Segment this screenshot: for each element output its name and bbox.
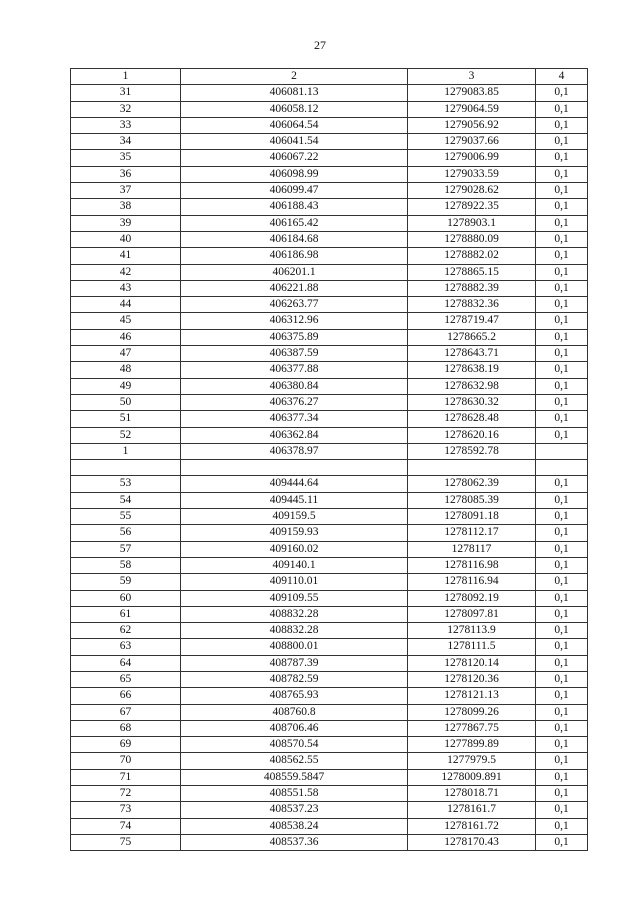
- table-cell: 406067.22: [181, 150, 408, 166]
- table-cell: 406098.99: [181, 166, 408, 182]
- table-cell: 68: [71, 720, 181, 736]
- table-row: [71, 297, 588, 313]
- table-cell: 0,1: [536, 427, 588, 443]
- table-row: [71, 557, 588, 573]
- table-cell: 1278111.5: [408, 639, 536, 655]
- table-row: [71, 346, 588, 362]
- table-cell: 0,1: [536, 655, 588, 671]
- table-row: [71, 199, 588, 215]
- table-row: [71, 183, 588, 199]
- table-cell: 406186.98: [181, 248, 408, 264]
- table-cell: 0,1: [536, 166, 588, 182]
- table-cell: 406387.59: [181, 346, 408, 362]
- table-cell: 70: [71, 753, 181, 769]
- table-row: [71, 362, 588, 378]
- table-cell: 1278592.78: [408, 443, 536, 459]
- table-cell: 0,1: [536, 362, 588, 378]
- column-header: 2: [181, 69, 408, 85]
- table-cell: [536, 460, 588, 476]
- table-cell: 406263.77: [181, 297, 408, 313]
- table-cell: 1279064.59: [408, 101, 536, 117]
- table-cell: 43: [71, 280, 181, 296]
- table-row: [71, 623, 588, 639]
- table-cell: 1278620.16: [408, 427, 536, 443]
- table-cell: 45: [71, 313, 181, 329]
- table-cell: 406058.12: [181, 101, 408, 117]
- table-cell: 409140.1: [181, 557, 408, 573]
- table-cell: 0,1: [536, 639, 588, 655]
- table-cell: 0,1: [536, 541, 588, 557]
- table-cell: 0,1: [536, 394, 588, 410]
- table-cell: 1278170.43: [408, 834, 536, 850]
- table-cell: 1278120.14: [408, 655, 536, 671]
- table-cell: 1278630.32: [408, 394, 536, 410]
- table-cell: 406377.34: [181, 411, 408, 427]
- table-cell: 55: [71, 509, 181, 525]
- table-cell: 52: [71, 427, 181, 443]
- table-cell: 1278091.18: [408, 509, 536, 525]
- table-row: [71, 460, 588, 476]
- table-cell: 1278062.39: [408, 476, 536, 492]
- table-cell: 33: [71, 117, 181, 133]
- table-cell: 41: [71, 248, 181, 264]
- table-cell: 406041.54: [181, 134, 408, 150]
- table-cell: 409159.5: [181, 509, 408, 525]
- table-cell: 408706.46: [181, 720, 408, 736]
- table-row: [71, 786, 588, 802]
- table-cell: 1278628.48: [408, 411, 536, 427]
- table-row: [71, 427, 588, 443]
- table-body: [71, 85, 588, 851]
- table-row: [71, 280, 588, 296]
- table-cell: 58: [71, 557, 181, 573]
- table-cell: 1278120.36: [408, 671, 536, 687]
- table-cell: 409110.01: [181, 574, 408, 590]
- table-cell: 72: [71, 786, 181, 802]
- table-cell: 74: [71, 818, 181, 834]
- table-cell: 0,1: [536, 297, 588, 313]
- table-cell: 0,1: [536, 346, 588, 362]
- table-cell: 0,1: [536, 720, 588, 736]
- table-cell: 63: [71, 639, 181, 655]
- table-cell: 406064.54: [181, 117, 408, 133]
- table-cell: 50: [71, 394, 181, 410]
- table-cell: 49: [71, 378, 181, 394]
- table-row: [71, 720, 588, 736]
- table-cell: 1278117: [408, 541, 536, 557]
- table-cell: 408570.54: [181, 737, 408, 753]
- table-cell: 0,1: [536, 231, 588, 247]
- table-cell: 0,1: [536, 818, 588, 834]
- table-cell: 0,1: [536, 329, 588, 345]
- table-cell: 0,1: [536, 509, 588, 525]
- table-cell: 1278832.36: [408, 297, 536, 313]
- table-cell: 408537.23: [181, 802, 408, 818]
- table-cell: 0,1: [536, 411, 588, 427]
- table-cell: 1: [71, 443, 181, 459]
- table-cell: 0,1: [536, 476, 588, 492]
- table-cell: 406201.1: [181, 264, 408, 280]
- table-cell: 0,1: [536, 574, 588, 590]
- table-cell: 1278009.891: [408, 769, 536, 785]
- table-cell: 67: [71, 704, 181, 720]
- table-cell: 0,1: [536, 623, 588, 639]
- table-cell: 31: [71, 85, 181, 101]
- table-row: [71, 117, 588, 133]
- table-row: [71, 769, 588, 785]
- table-cell: 408800.01: [181, 639, 408, 655]
- table-cell: 48: [71, 362, 181, 378]
- table-cell: 406165.42: [181, 215, 408, 231]
- table-row: [71, 215, 588, 231]
- table-cell: 408537.36: [181, 834, 408, 850]
- table-cell: 1278113.9: [408, 623, 536, 639]
- table-cell: 0,1: [536, 753, 588, 769]
- table-row: [71, 264, 588, 280]
- table-cell: 406362.84: [181, 427, 408, 443]
- table-cell: 1279006.99: [408, 150, 536, 166]
- table-row: [71, 394, 588, 410]
- table-cell: 61: [71, 606, 181, 622]
- table-row: [71, 378, 588, 394]
- table-cell: 66: [71, 688, 181, 704]
- table-cell: 75: [71, 834, 181, 850]
- table-cell: 47: [71, 346, 181, 362]
- table-cell: 408765.93: [181, 688, 408, 704]
- table-cell: 1277899.89: [408, 737, 536, 753]
- table-cell: 0,1: [536, 688, 588, 704]
- table-row: [71, 476, 588, 492]
- table-cell: 1278099.26: [408, 704, 536, 720]
- table-cell: 69: [71, 737, 181, 753]
- table-cell: 406377.88: [181, 362, 408, 378]
- table-cell: 0,1: [536, 737, 588, 753]
- table-cell: 0,1: [536, 264, 588, 280]
- table-cell: 1278085.39: [408, 492, 536, 508]
- table-cell: 0,1: [536, 769, 588, 785]
- table-row: [71, 639, 588, 655]
- table-row: [71, 509, 588, 525]
- table-cell: 406312.96: [181, 313, 408, 329]
- table-row: [71, 655, 588, 671]
- table-cell: 1278121.13: [408, 688, 536, 704]
- table-cell: 409109.55: [181, 590, 408, 606]
- table-row: [71, 541, 588, 557]
- table-cell: 406081.13: [181, 85, 408, 101]
- table-row: [71, 411, 588, 427]
- table-cell: 35: [71, 150, 181, 166]
- table-cell: 409444.64: [181, 476, 408, 492]
- table-row: [71, 590, 588, 606]
- table-cell: [71, 460, 181, 476]
- table-cell: 409160.02: [181, 541, 408, 557]
- table-cell: 1278116.94: [408, 574, 536, 590]
- table-cell: 51: [71, 411, 181, 427]
- table-cell: 53: [71, 476, 181, 492]
- table-cell: 0,1: [536, 606, 588, 622]
- table-cell: 406376.27: [181, 394, 408, 410]
- table-cell: 73: [71, 802, 181, 818]
- table-cell: 1278719.47: [408, 313, 536, 329]
- table-cell: 40: [71, 231, 181, 247]
- table-cell: 71: [71, 769, 181, 785]
- table-cell: 1278092.19: [408, 590, 536, 606]
- table-cell: 1278882.02: [408, 248, 536, 264]
- table-cell: 1278161.72: [408, 818, 536, 834]
- table-row: [71, 443, 588, 459]
- table-cell: 1278882.39: [408, 280, 536, 296]
- table-cell: 406375.89: [181, 329, 408, 345]
- table-cell: 1278632.98: [408, 378, 536, 394]
- table-cell: 408551.58: [181, 786, 408, 802]
- table-cell: 406378.97: [181, 443, 408, 459]
- table-row: [71, 231, 588, 247]
- table-cell: 1278903.1: [408, 215, 536, 231]
- table-row: [71, 525, 588, 541]
- table-cell: 1278161.7: [408, 802, 536, 818]
- table-row: [71, 688, 588, 704]
- table-cell: 1279083.85: [408, 85, 536, 101]
- coordinates-table: [70, 68, 588, 851]
- table-cell: [536, 443, 588, 459]
- table-cell: 409445.11: [181, 492, 408, 508]
- table-cell: 1278638.19: [408, 362, 536, 378]
- table-cell: 54: [71, 492, 181, 508]
- table-row: [71, 101, 588, 117]
- page-number: 27: [314, 38, 326, 52]
- table-row: [71, 834, 588, 850]
- table-cell: 1278097.81: [408, 606, 536, 622]
- table-cell: 1278865.15: [408, 264, 536, 280]
- table-cell: 0,1: [536, 199, 588, 215]
- column-header: 1: [71, 69, 181, 85]
- table-cell: 0,1: [536, 802, 588, 818]
- table-cell: 64: [71, 655, 181, 671]
- table-cell: 408559.5847: [181, 769, 408, 785]
- table-cell: 0,1: [536, 280, 588, 296]
- table-cell: 0,1: [536, 85, 588, 101]
- table-cell: 1279037.66: [408, 134, 536, 150]
- column-header: 4: [536, 69, 588, 85]
- table-cell: 0,1: [536, 215, 588, 231]
- table-row: [71, 248, 588, 264]
- table-cell: 408832.28: [181, 606, 408, 622]
- table-cell: 0,1: [536, 525, 588, 541]
- table-cell: 0,1: [536, 134, 588, 150]
- table-cell: 59: [71, 574, 181, 590]
- table-cell: 408787.39: [181, 655, 408, 671]
- table-cell: 46: [71, 329, 181, 345]
- table-row: [71, 134, 588, 150]
- table-cell: 0,1: [536, 590, 588, 606]
- table-cell: 1277867.75: [408, 720, 536, 736]
- table-row: [71, 802, 588, 818]
- table-cell: 1278116.98: [408, 557, 536, 573]
- table-cell: 62: [71, 623, 181, 639]
- table-cell: 0,1: [536, 557, 588, 573]
- table-cell: 0,1: [536, 150, 588, 166]
- table-cell: 34: [71, 134, 181, 150]
- table-row: [71, 166, 588, 182]
- table-cell: 60: [71, 590, 181, 606]
- table-cell: 408538.24: [181, 818, 408, 834]
- table-cell: 406221.88: [181, 280, 408, 296]
- table-row: [71, 753, 588, 769]
- table-cell: 408760.8: [181, 704, 408, 720]
- table-cell: 0,1: [536, 378, 588, 394]
- table-cell: 0,1: [536, 834, 588, 850]
- table-cell: 39: [71, 215, 181, 231]
- table-cell: 1278922.35: [408, 199, 536, 215]
- table-cell: 0,1: [536, 704, 588, 720]
- table-cell: 44: [71, 297, 181, 313]
- table-cell: 0,1: [536, 786, 588, 802]
- table-row: [71, 606, 588, 622]
- table-cell: 408832.28: [181, 623, 408, 639]
- table-cell: 1279056.92: [408, 117, 536, 133]
- table-row: [71, 329, 588, 345]
- table-cell: 0,1: [536, 313, 588, 329]
- table-cell: 0,1: [536, 101, 588, 117]
- table-cell: 409159.93: [181, 525, 408, 541]
- table-cell: 406188.43: [181, 199, 408, 215]
- table-row: [71, 313, 588, 329]
- table-cell: 0,1: [536, 248, 588, 264]
- table-cell: 1278880.09: [408, 231, 536, 247]
- table-row: [71, 818, 588, 834]
- table-cell: 0,1: [536, 183, 588, 199]
- table-cell: 1278112.17: [408, 525, 536, 541]
- table-row: [71, 574, 588, 590]
- table-cell: 1279033.59: [408, 166, 536, 182]
- table-cell: 57: [71, 541, 181, 557]
- table-cell: 1279028.62: [408, 183, 536, 199]
- table-row: [71, 150, 588, 166]
- table-cell: 1278643.71: [408, 346, 536, 362]
- table-row: [71, 671, 588, 687]
- table-row: [71, 492, 588, 508]
- table-cell: 408562.55: [181, 753, 408, 769]
- table-cell: 1278665.2: [408, 329, 536, 345]
- table-row: [71, 85, 588, 101]
- table-row: [71, 737, 588, 753]
- table-cell: 1277979.5: [408, 753, 536, 769]
- table-cell: 38: [71, 199, 181, 215]
- table-row: [71, 704, 588, 720]
- table-cell: 0,1: [536, 671, 588, 687]
- table-cell: 0,1: [536, 492, 588, 508]
- table-cell: 36: [71, 166, 181, 182]
- table-cell: 56: [71, 525, 181, 541]
- table-cell: 42: [71, 264, 181, 280]
- table-cell: 1278018.71: [408, 786, 536, 802]
- table-cell: 32: [71, 101, 181, 117]
- table-cell: 406184.68: [181, 231, 408, 247]
- table-cell: [181, 460, 408, 476]
- table-cell: 408782.59: [181, 671, 408, 687]
- table-cell: 65: [71, 671, 181, 687]
- table-header-row: [71, 69, 588, 85]
- column-header: 3: [408, 69, 536, 85]
- table-cell: 37: [71, 183, 181, 199]
- table-cell: 406099.47: [181, 183, 408, 199]
- table-cell: 0,1: [536, 117, 588, 133]
- table-cell: 406380.84: [181, 378, 408, 394]
- table-cell: [408, 460, 536, 476]
